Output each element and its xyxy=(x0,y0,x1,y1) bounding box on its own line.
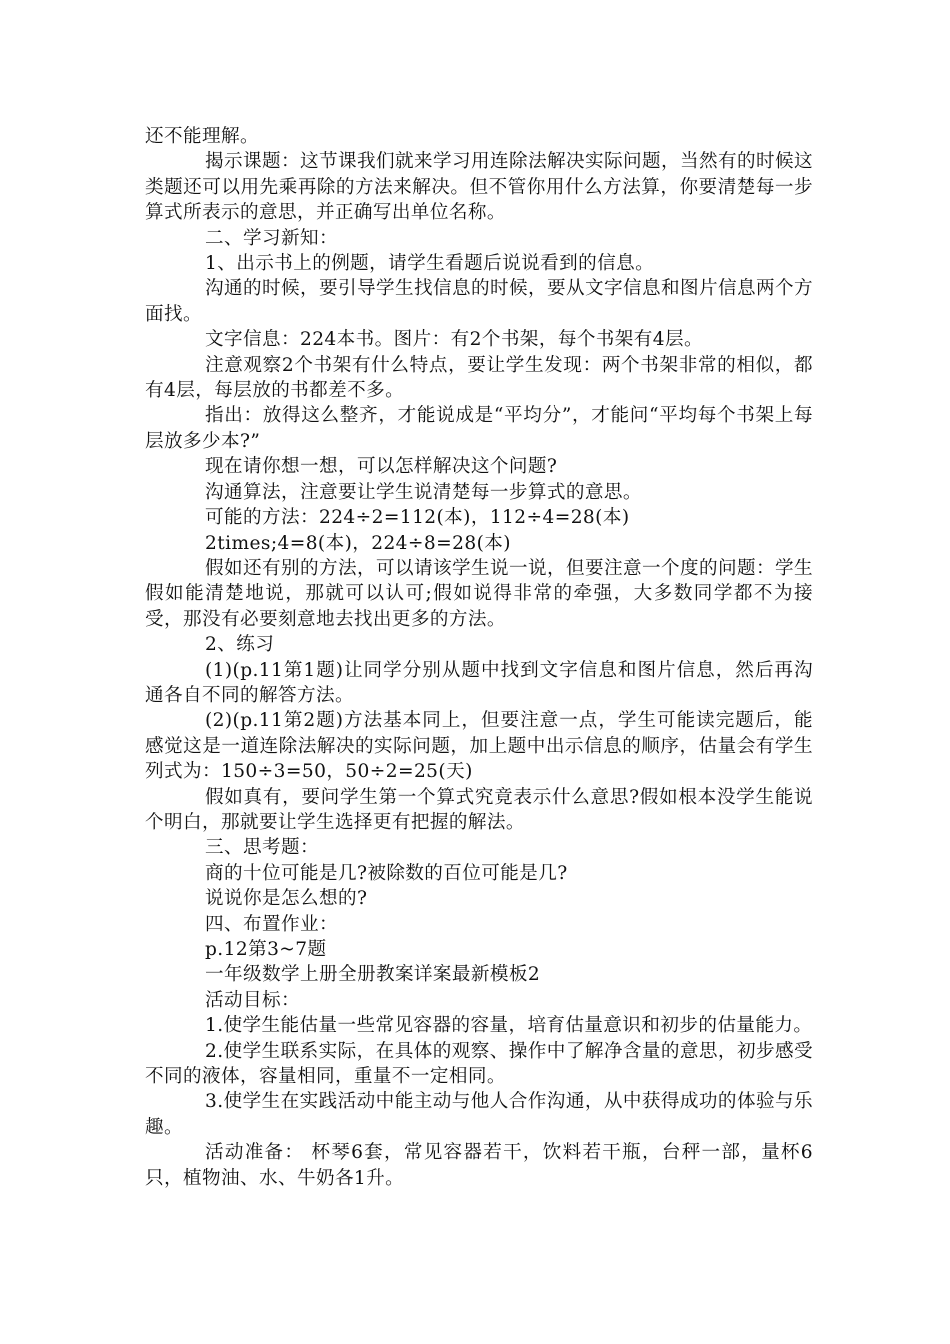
section-heading: 四、布置作业： xyxy=(205,913,338,935)
paragraph: p.12第3~7题 xyxy=(205,939,327,960)
paragraph: 注意观察2个书架有什么特点，要让学生发现：两个书架非常的相似，都有4层，每层放的书都差不多。 xyxy=(145,354,813,402)
section-heading: 2、练习 xyxy=(205,634,275,656)
paragraph: 揭示课题：这节课我们就来学习用连除法解决实际问题，当然有的时候这类题还可以用先乘再除的方法来解决。但不管你用什么方法算，你要清楚每一步算式所表示的意思，并正确写出单位名称。 xyxy=(145,151,813,224)
paragraph: 商的十位可能是几?被除数的百位可能是几? xyxy=(205,862,568,884)
paragraph: (1)(p.11第1题)让同学分别从题中找到文字信息和图片信息，然后再沟通各自不同的解答方法。 xyxy=(145,659,813,706)
paragraph: 3.使学生在实践活动中能主动与他人合作沟通，从中获得成功的体验与乐趣。 xyxy=(145,1091,813,1138)
paragraph: 假如还有别的方法，可以请该学生说一说，但要注意一个度的问题：学生假如能清楚地说，那就可以认可;假如说得非常的牵强，大多数同学都不为接受，那没有必要刻意地去找出更多的方法。 xyxy=(145,557,813,630)
paragraph: 沟通算法，注意要让学生说清楚每一步算式的意思。 xyxy=(205,481,642,503)
section-heading: 三、思考题： xyxy=(205,837,319,859)
section-heading: 活动目标： xyxy=(205,989,300,1011)
paragraph: 可能的方法：224÷2=112(本)，112÷4=28(本) xyxy=(205,507,630,529)
paragraph: 2.使学生联系实际，在具体的观察、操作中了解净含量的意思，初步感受不同的液体，容量相同，重量不一定相同。 xyxy=(145,1040,813,1088)
paragraph: 文字信息：224本书。图片：有2个书架，每个书架有4层。 xyxy=(205,329,704,351)
paragraph: 1.使学生能估量一些常见容器的容量，培育估量意识和初步的估量能力。 xyxy=(205,1015,813,1037)
paragraph: 假如真有，要问学生第一个算式究竟表示什么意思?假如根本没学生能说个明白，那就要让学生选择更有把握的解法。 xyxy=(145,786,813,833)
document-title: 一年级数学上册全册教案详案最新模板2 xyxy=(205,964,541,986)
paragraph: 沟通的时候，要引导学生找信息的时候，要从文字信息和图片信息两个方面找。 xyxy=(145,278,813,325)
section-heading: 二、学习新知： xyxy=(205,227,338,249)
paragraph: (2)(p.11第2题)方法基本同上，但要注意一点，学生可能读完题后，能感觉这是一道连除法解决的实际问题，加上题中出示信息的顺序，估量会有学生列式为：150÷3=50，50÷2=25(天) xyxy=(145,710,813,783)
paragraph: 2times;4=8(本)，224÷8=28(本) xyxy=(205,532,511,554)
paragraph: 还不能理解。 xyxy=(145,126,259,147)
paragraph: 现在请你想一想，可以怎样解决这个问题? xyxy=(205,456,558,478)
paragraph: 指出：放得这么整齐，才能说成是“平均分”，才能问“平均每个书架上每层放多少本?” xyxy=(145,405,813,452)
paragraph: 说说你是怎么想的? xyxy=(205,888,368,910)
paragraph: 1、出示书上的例题，请学生看题后说说看到的信息。 xyxy=(205,253,655,275)
paragraph: 活动准备： 杯琴6套，常见容器若干，饮料若干瓶，台秤一部，量杯6只，植物油、水、牛奶各1升。 xyxy=(145,1142,813,1189)
document-body xyxy=(145,124,813,1191)
